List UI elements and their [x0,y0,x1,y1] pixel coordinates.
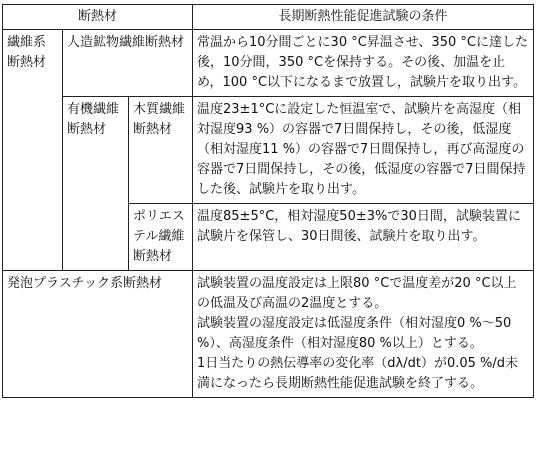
header-condition: 長期断熱性能促進試験の条件 [193,5,534,30]
wood-fiber-name: 木質繊維 断熱材 [129,97,193,204]
header-row [3,5,534,30]
foam-plastic-condition: 試験装置の温度設定は上限80 °Cで温度差が20 °C以上の低温及び高温の2温度とする。 試験装置の湿度設定は低湿度条件（相対湿度0 %～50 %）、高湿度条件（相対湿度80 %以上）とする。 1日当たりの熱伝導率の変化率（dλ/dt）が0.05 %/d未満になったら長期断熱性能促進試験を終了する。 [193,271,534,398]
fiber-category-cell: 繊維系 断熱材 [3,30,63,271]
foam-plastic-name: 発泡プラスチック系断熱材 [3,271,193,398]
table-row [3,271,534,398]
table-row [3,97,534,204]
polyester-fiber-name: ポリエス テル繊維 断熱材 [129,204,193,271]
artificial-mineral-condition: 常温から10分間ごとに30 °C昇温させ、350 °Cに達した後，10分間，350 °Cを保持する。その後、加温を止め，100 °C以下になるまで放置し，試験片を取り出す。 [193,30,534,97]
polyester-fiber-condition: 温度85±5°C，相対湿度50±3%で30日間，試験装置に試験片を保管し、30日間後、試験片を取り出す。 [193,204,534,271]
header-material: 断熱材 [3,5,193,30]
organic-category-cell: 有機繊維 断熱材 [63,97,129,271]
table-row [3,30,534,97]
wood-fiber-condition: 温度23±1°Cに設定した恒温室で、試験片を高湿度（相対湿度93 %）の容器で7日間保持し，その後，低湿度（相対湿度11 %）の容器で7日間保持し，再び高湿度の容器で7日間保持し，その後，低湿度の容器で7日間保持した後、試験片を取り出す。 [193,97,534,204]
test-conditions-table [2,4,534,398]
artificial-mineral-name: 人造鉱物繊維断熱材 [63,30,193,97]
